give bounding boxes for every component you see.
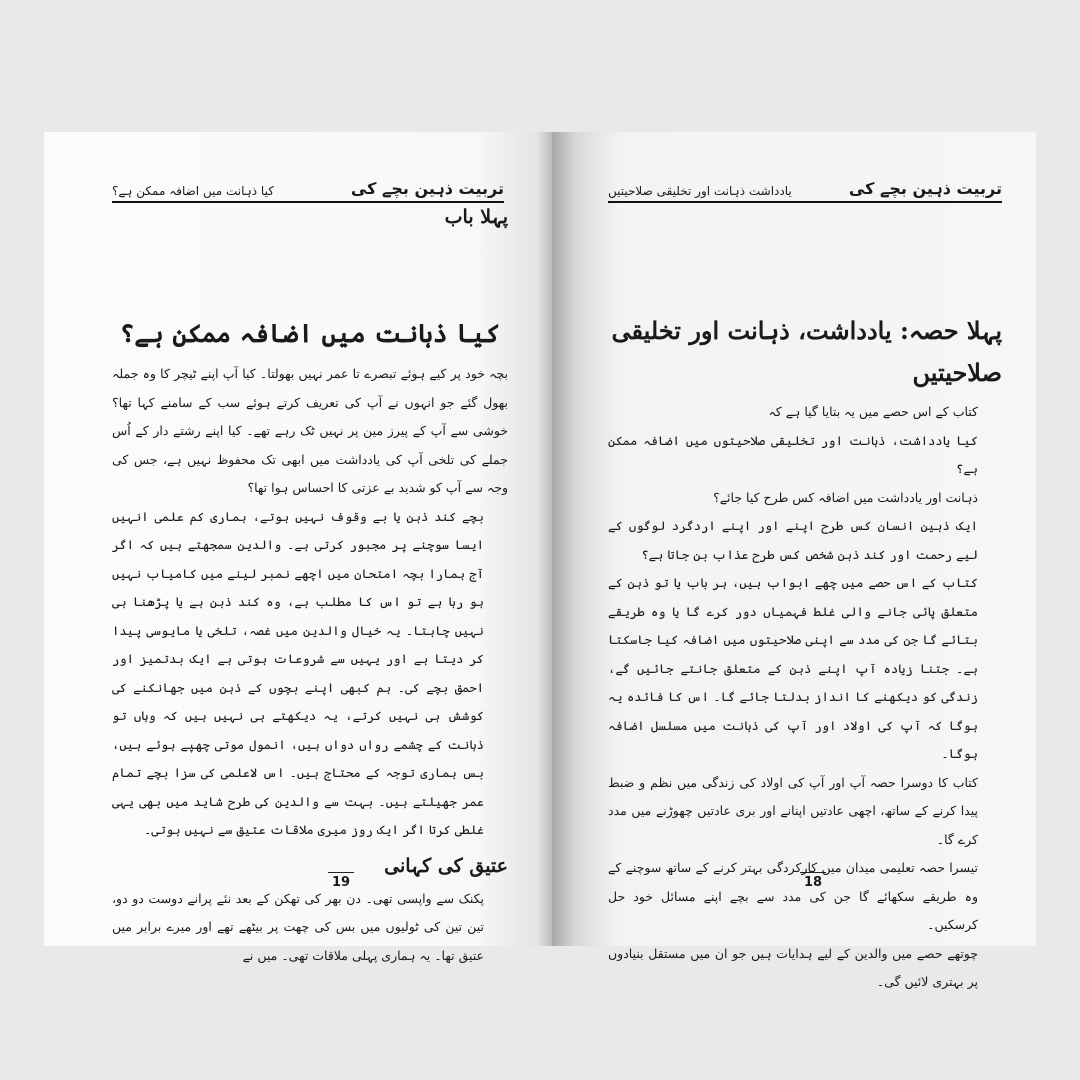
paragraph: کتاب کا دوسرا حصہ آپ اور آپ کی اولاد کی زندگی میں نظم و ضبط پیدا کرنے کے ساتھ، اچھی عادتیں اپنانے اور بری عادتیں چھوڑنے میں مدد کرے گا۔	[608, 774, 978, 847]
paragraph: چوتھے حصے میں والدین کے لیے ہدایات ہیں جو ان میں مستقل بنیادوں پر بہتری لائیں گی۔	[608, 945, 978, 989]
header-book-title: تربیت ذہین بچے کی	[350, 179, 504, 198]
page-number: 19	[328, 872, 354, 890]
paragraph: پکنک سے واپسی تھی۔ دن بھر کی تھکن کے بعد نئے پرانے دوست دو دو، تین تین کی ٹولیوں میں بس کی چھت پر بیٹھے تھے اور میرے برابر میں عتیق تھا۔ یہ ہماری پہلی ملاقات تھی۔ میں نے	[112, 890, 484, 963]
left-page-header	[112, 170, 504, 203]
header-chapter-title: یادداشت ذہانت اور تخلیقی صلاحیتیں	[608, 184, 792, 198]
paragraph: کتاب کے اس حصے میں چھے ابواب ہیں، ہر باب یا تو ذہن کے متعلق پائی جانے والی غلط فہمیاں دور کرے گا یا وہ طریقے بتائے گا جن کی مدد سے اپنی صلاحیتوں میں اضافہ کیا جاسکتا ہے۔ جتنا زیادہ آپ اپنے ذہن کے متعلق جانتے جائیں گے، زندگی کو دیکھنے کا انداز بدلتا جائے گا۔ اس کا فائدہ یہ ہوگا کہ آپ کی اولاد اور آپ کی ذہانت میں مسلسل اضافہ ہوگا۔	[608, 575, 978, 761]
chapter-title: کیا ذہانت میں اضافہ ممکن ہے؟	[119, 319, 501, 348]
chapter-label: پہلا باب	[444, 206, 508, 228]
page-number: 18	[800, 872, 826, 890]
intro-line: ایک ذہین انسان کس طرح اپنے اور اپنے اردگرد لوگوں کے لیے رحمت اور کند ذہن شخص کس طرح عذاب بن جاتا ہے؟	[608, 518, 978, 562]
intro-line: ذہانت اور یادداشت میں اضافہ کس طرح کیا جائے؟	[713, 489, 978, 505]
left-page	[44, 132, 552, 963]
header-chapter-title: کیا ذہانت میں اضافہ ممکن ہے؟	[112, 184, 274, 198]
intro-line: کتاب کے اس حصے میں یہ بتایا گیا ہے کہ	[768, 404, 978, 419]
paragraph: بچہ خود پر کیے ہوئے تبصرے تا عمر نہیں بھولتا۔ کیا آپ اپنے ٹیچر کا وہ جملہ بھول گئے جو انہوں نے آپ کی تعریف کرتے ہوئے سب کے سامنے کہا تھا؟ خوشی سے آپ کے پیرز مین پر نہیں ٹک رہے تھے۔ کیا اپنے رشتے دار کے اُس جملے کی تلخی آپ کی یادداشت میں ابھی تک محفوظ نہیں ہے، جس کی وجہ سے آپ کو شدید بے عزتی کا احساس ہوا تھا؟	[112, 366, 508, 495]
paragraph: تیسرا حصہ تعلیمی میدان میں کارکردگی بہتر کرنے کے ساتھ سوچنے کے وہ طریقے سکھائے گا جن کی مدد سے بچے اپنے مسائل خود حل کرسکیں۔	[608, 860, 978, 932]
section-title: پہلا حصہ: یادداشت، ذہانت اور تخلیقی صلاحیتیں	[611, 316, 1002, 387]
right-page-header	[608, 170, 1002, 203]
book-spread	[44, 132, 1036, 989]
right-page	[552, 132, 1036, 989]
paragraph: بچے کند ذہن یا بے وقوف نہیں ہوتے، ہماری کم علمی انہیں ایسا سوچنے پر مجبور کرتی ہے۔ والدین سمجھتے ہیں کہ اگر آج ہمارا بچہ امتحان میں اچھے نمبر لینے میں کامیاب نہیں ہو رہا ہے تو اس کا مطلب ہے، وہ کند ذہن ہے یا پڑھنا ہی نہیں چاہتا۔ یہ خیال والدین میں غصہ، تلخی یا مایوسی پیدا کر دیتا ہے اور یہیں سے شروعات ہوتی ہے ایک بدتمیز اور احمق بچے کی۔ ہم کبھی اپنے بچوں کے ذہن میں جھانکنے کی کوشش ہی نہیں کرتے، یہ دیکھتے ہی نہیں ہیں کہ وہاں تو ذہانت کے چشمے رواں دواں ہیں، انمول موتی چھپے ہوئے ہیں، بس ہماری توجہ کے محتاج ہیں۔ اس لاعلمی کی سزا بچے تمام عمر جھیلتے ہیں۔ بہت سے والدین کی طرح شاید میں بھی یہی غلطی کرتا اگر ایک روز میری ملاقات عتیق سے نہیں ہوتی۔	[112, 508, 484, 837]
intro-line: کیا یادداشت، ذہانت اور تخلیقی صلاحیتوں میں اضافہ ممکن ہے؟	[608, 432, 978, 476]
section-subheading: عتیق کی کہانی	[384, 854, 508, 877]
header-book-title: تربیت ذہین بچے کی	[848, 179, 1002, 198]
